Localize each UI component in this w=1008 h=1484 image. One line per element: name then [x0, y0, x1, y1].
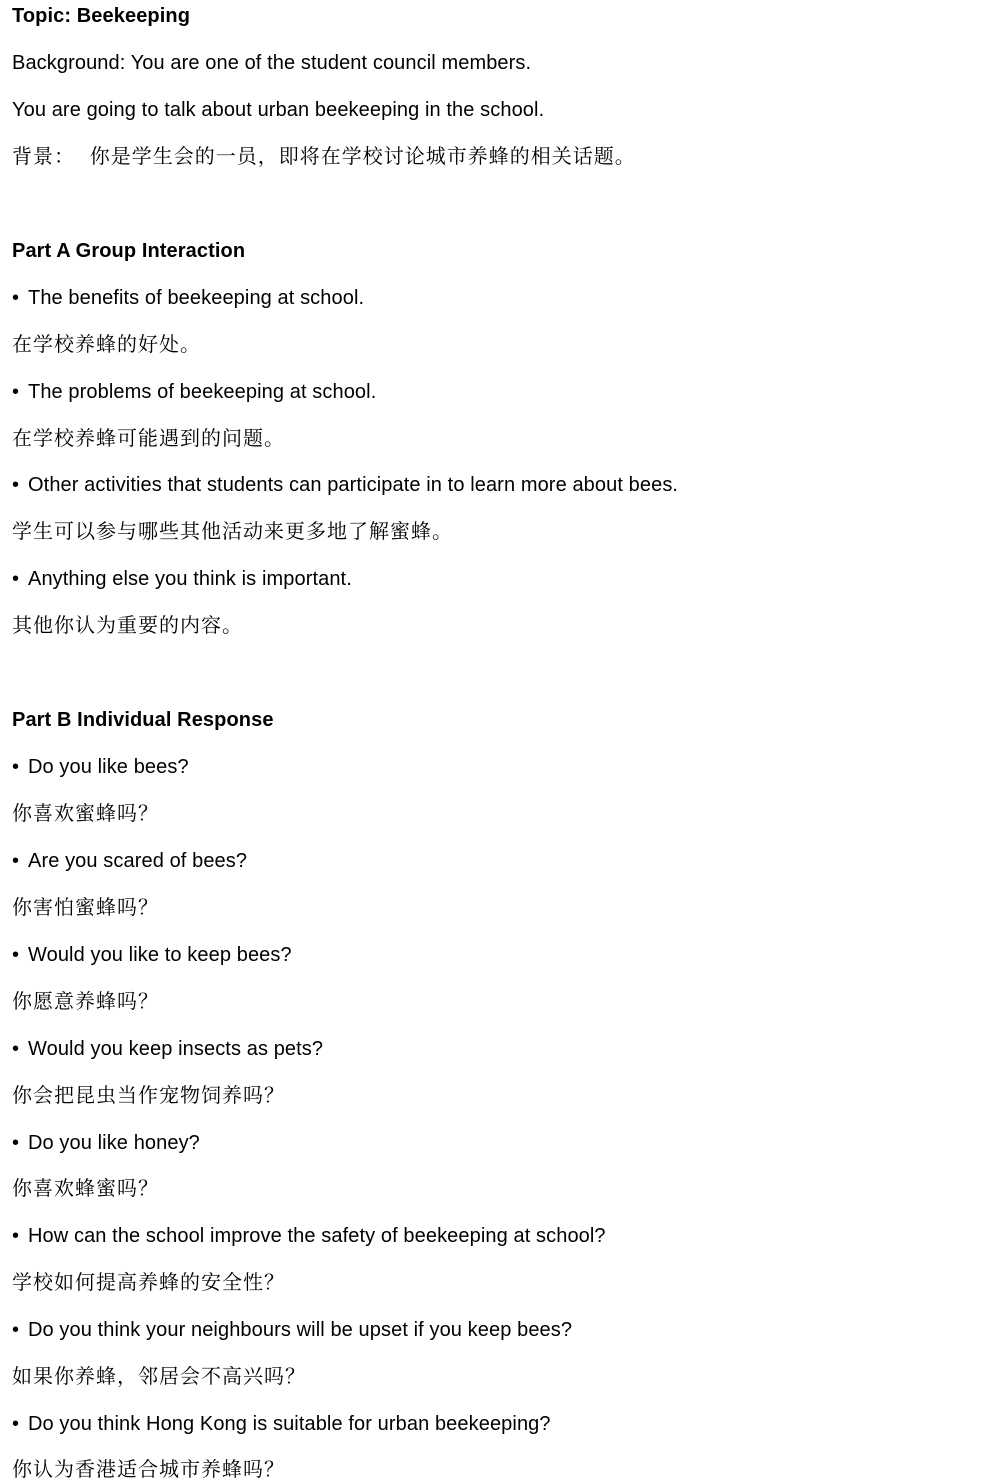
part-a-item-3: • Other activities that students can participate in to learn more about bees.: [12, 472, 678, 498]
part-a-item-3-cn: 学生可以参与哪些其他活动来更多地了解蜜蜂。: [12, 519, 453, 543]
part-a-item-1-cn: 在学校养蜂的好处。: [12, 332, 201, 356]
part-b-item-3-cn: 你愿意养蜂吗？: [12, 989, 159, 1013]
part-b-item-5: • Do you like honey?: [12, 1130, 200, 1156]
part-b-heading: Part B Individual Response: [12, 709, 274, 731]
part-b-item-3: • Would you like to keep bees?: [12, 942, 292, 968]
part-a-heading: Part A Group Interaction: [12, 240, 246, 262]
part-b-item-6-cn: 学校如何提高养蜂的安全性？: [12, 1270, 285, 1294]
part-b-item-6: • How can the school improve the safety of beekeeping at school?: [12, 1223, 606, 1249]
part-b-item-1-cn: 你喜欢蜜蜂吗？: [12, 801, 159, 825]
background-chinese: [12, 143, 636, 169]
background-line-1: Background: You are one of the student council members.: [12, 52, 532, 74]
part-a-item-2-cn: 在学校养蜂可能遇到的问题。: [12, 426, 285, 450]
part-a-item-4-cn: 其他你认为重要的内容。: [12, 613, 243, 637]
part-b-item-4-cn: 你会把昆虫当作宠物饲养吗？: [12, 1083, 285, 1107]
part-b-item-1: • Do you like bees?: [12, 754, 189, 780]
part-b-item-7: • Do you think your neighbours will be upset if you keep bees?: [12, 1317, 572, 1343]
part-b-item-2-cn: 你害怕蜜蜂吗？: [12, 895, 159, 919]
part-b-item-8: • Do you think Hong Kong is suitable for urban beekeeping?: [12, 1411, 551, 1437]
part-b-item-4: • Would you keep insects as pets?: [12, 1036, 323, 1062]
part-a-item-2: • The problems of beekeeping at school.: [12, 379, 376, 405]
part-b-item-8-cn: 你认为香港适合城市养蜂吗？: [12, 1457, 285, 1481]
background-line-2: You are going to talk about urban beekeeping in the school.: [12, 99, 545, 121]
background-chinese-text: 你是学生会的一员，即将在学校讨论城市养蜂的相关话题。: [89, 144, 636, 168]
part-b-item-2: • Are you scared of bees?: [12, 848, 247, 874]
topic-heading: Topic: Beekeeping: [12, 5, 191, 27]
part-b-item-7-cn: 如果你养蜂，邻居会不高兴吗？: [12, 1364, 306, 1388]
part-a-item-1: • The benefits of beekeeping at school.: [12, 285, 364, 311]
part-a-item-4: • Anything else you think is important.: [12, 566, 352, 592]
part-b-item-5-cn: 你喜欢蜂蜜吗？: [12, 1176, 159, 1200]
background-chinese-prefix: 背景：: [12, 144, 75, 168]
